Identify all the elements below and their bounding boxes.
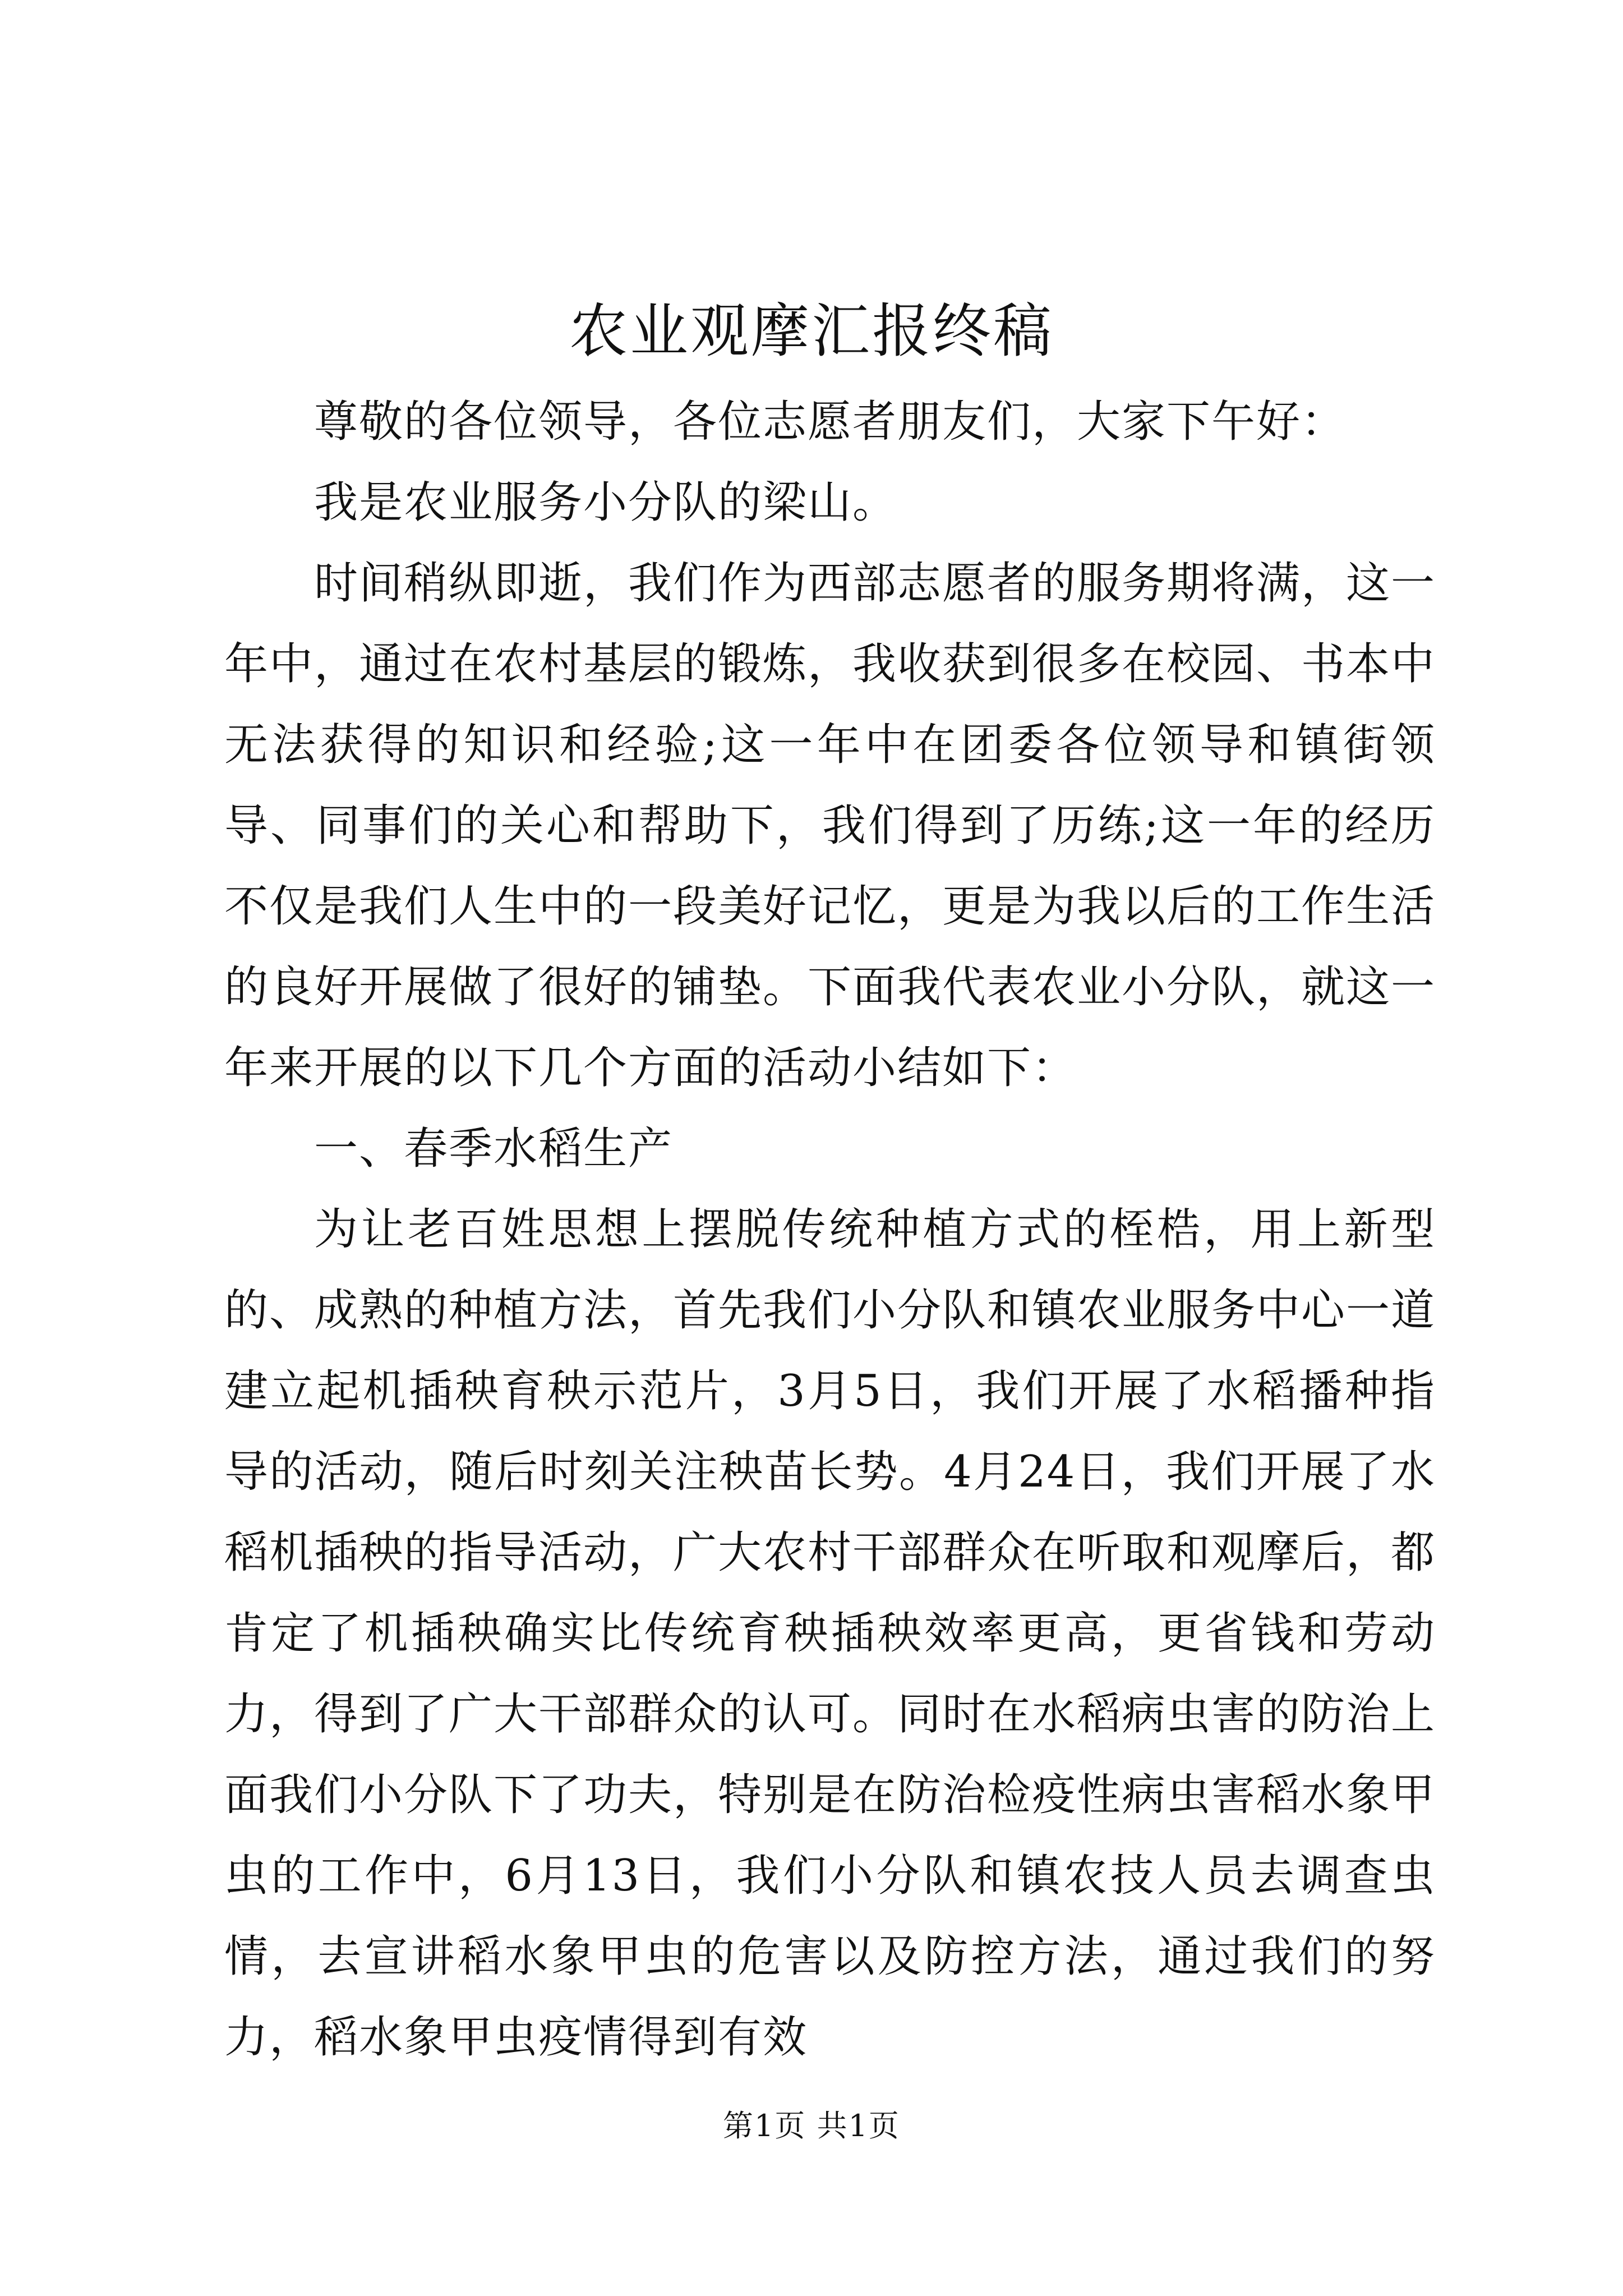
paragraph-summary: 时间稍纵即逝，我们作为西部志愿者的服务期将满，这一年中，通过在农村基层的锻炼，我收获到很多在校园、书本中无法获得的知识和经验;这一年中在团委各位领导和镇街领导、同事们的关心和帮助下，我们得到了历练;这一年的经历不仅是我们人生中的一段美好记忆，更是为我以后的工作生活的良好开展做了很好的铺垫。下面我代表农业小分队，就这一年来开展的以下几个方面的活动小结如下： xyxy=(224,558,1436,1093)
section-heading: 一、春季水稻生产 xyxy=(314,1124,674,1174)
document-body xyxy=(224,381,1436,2078)
paragraph-introduction: 我是农业服务小分队的梁山。 xyxy=(314,477,898,528)
page-footer: 第1页 共1页 xyxy=(723,2108,900,2143)
paragraph-spring-rice: 为让老百姓思想上摆脱传统种植方式的桎梏，用上新型的、成熟的种植方法，首先我们小分队和镇农业服务中心一道建立起机插秧育秧示范片，3月5日，我们开展了水稻播种指导的活动，随后时刻关注秧苗长势。4月24日，我们开展了水稻机插秧的指导活动，广大农村干部群众在听取和观摩后，都肯定了机插秧确实比传统育秧插秧效率更高，更省钱和劳动力，得到了广大干部群众的认可。同时在水稻病虫害的防治上面我们小分队下了功夫，特别是在防治检疫性病虫害稻水象甲虫的工作中，6月13日，我们小分队和镇农技人员去调查虫情，去宣讲稻水象甲虫的危害以及防控方法，通过我们的努力，稻水象甲虫疫情得到有效 xyxy=(224,1204,1436,2063)
document-title: 农业观摩汇报终稿 xyxy=(569,297,1054,365)
paragraph-greeting: 尊敬的各位领导，各位志愿者朋友们，大家下午好： xyxy=(314,397,1347,447)
